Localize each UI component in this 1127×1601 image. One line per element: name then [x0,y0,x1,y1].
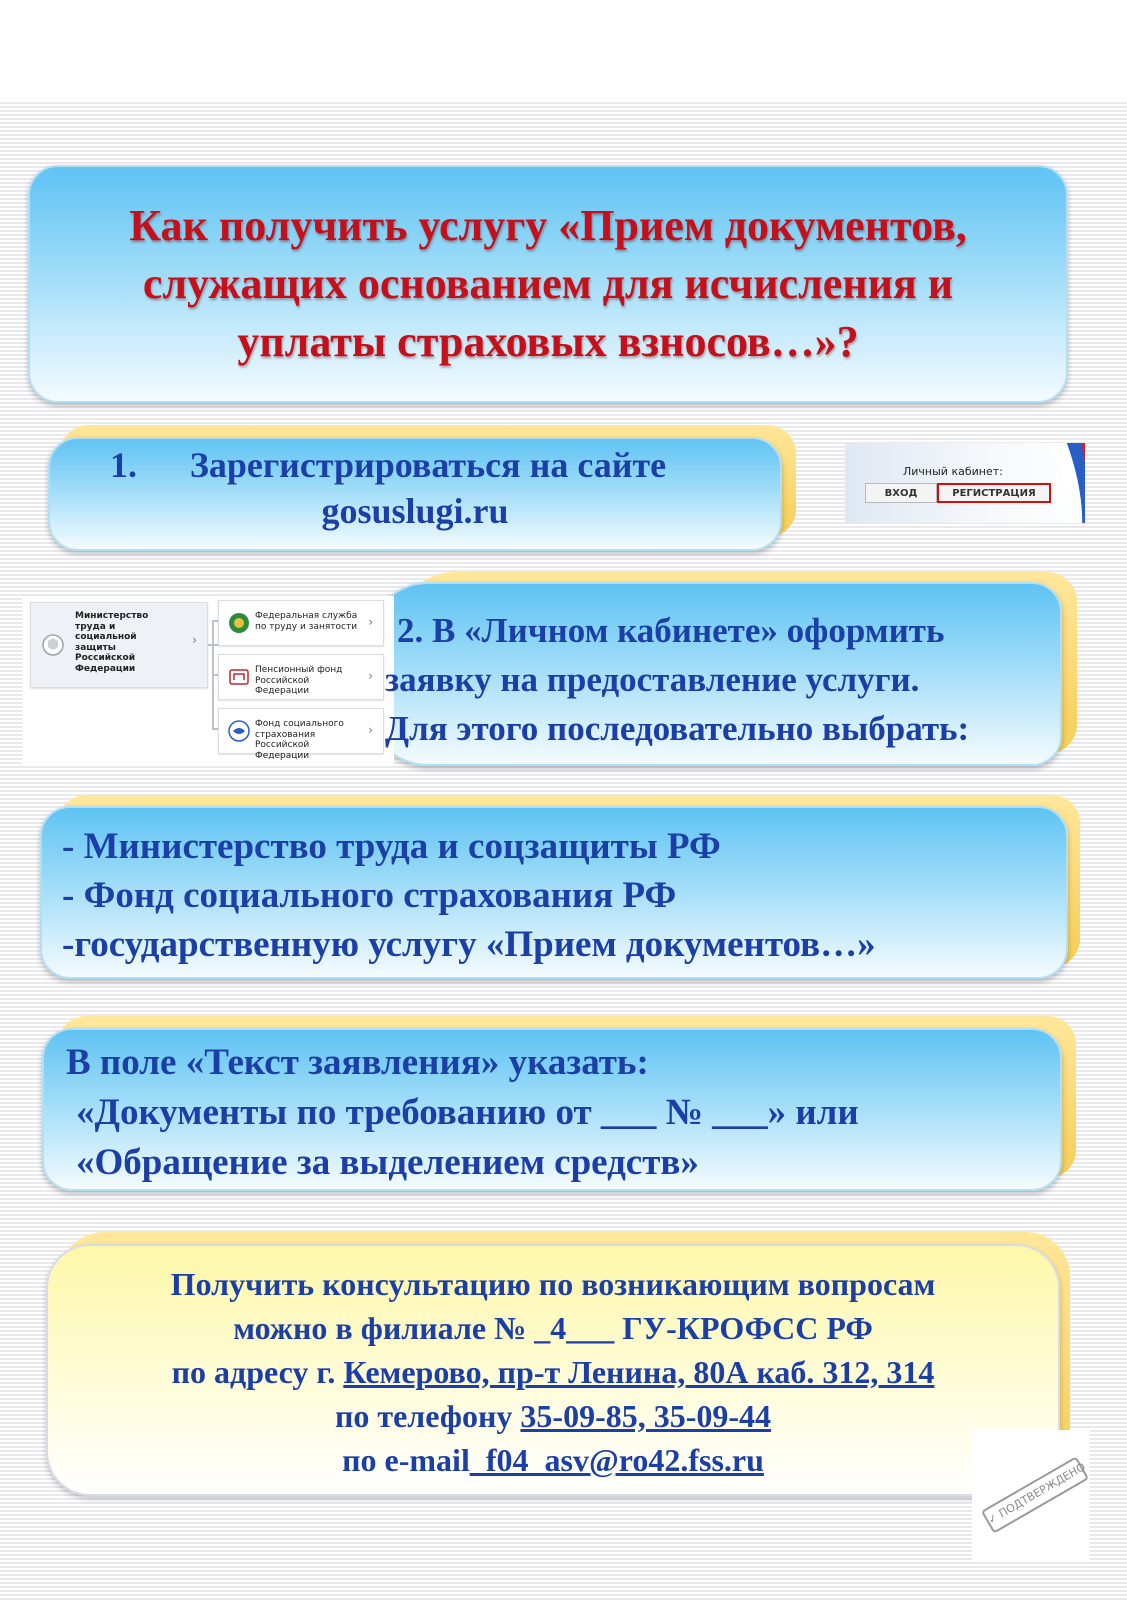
ministry-label: Министерство труда и социальной защиты Российской Федерации [75,611,149,674]
ministry-sub-label: Фонд социального страхования Российской Федерации [255,719,344,761]
consult-email-line [46,1438,1060,1482]
ministry-labour-item[interactable] [30,602,208,688]
consult-phone-line [46,1394,1060,1438]
consultation-text [46,1262,1060,1482]
ministry-selector-widget [22,596,394,766]
email-prefix: по e-mail [342,1442,470,1478]
login-button[interactable]: ВХОД [865,483,937,503]
step1-panel [48,437,782,551]
title-line-3: уплаты страховых взносов…»? [237,317,859,366]
coat-of-arms-icon [41,633,65,657]
verification-stamp [972,1430,1090,1560]
chevron-right-icon: › [368,669,373,683]
title-panel [28,165,1068,403]
ministry-sub-item-rostrud[interactable] [218,600,384,646]
list-item: - Министерство труда и соцзащиты РФ [62,826,721,867]
step1-line-1 [50,443,780,487]
address-link[interactable]: Кемерово, пр-т Ленина, 80А каб. 312, 314 [343,1354,935,1390]
list-item: -государственную услугу «Прием документов…» [62,924,876,965]
step2-text [385,606,1085,753]
step1-site: gosuslugi.ru [321,491,509,531]
field-line-2: «Документы по требованию от ___ № ___» или [76,1092,859,1133]
phone-link[interactable]: 35-09-85, 35-09-44 [520,1398,772,1434]
stamp-text: ✓ ПОДТВЕРЖДЕНО [981,1456,1089,1534]
gosuslugi-widget-title: Личный кабинет: [903,465,1003,478]
step2-line-1: 2. В «Личном кабинете» оформить [397,611,945,650]
email-link[interactable]: _f04_asv@ro42.fss.ru [469,1442,764,1478]
consult-line-1: Получить консультацию по возникающим вопросам [170,1266,936,1302]
list-item: - Фонд социального страхования РФ [62,875,677,916]
ministry-sub-item-pfr[interactable] [218,654,384,700]
field-line-1: В поле «Текст заявления» указать: [66,1042,649,1083]
gosuslugi-login-widget [845,443,1085,523]
field-instructions [66,1038,859,1188]
social-fund-icon [227,719,251,743]
emblem-icon [227,611,251,635]
address-prefix: по адресу г. [171,1354,344,1390]
title-line-2: служащих основанием для исчисления и [142,259,954,308]
consult-line-2: можно в филиале № _4___ ГУ-КРОФСС РФ [233,1310,873,1346]
ministry-sub-label: Федеральная служба по труду и занятости [255,611,358,632]
page-title [99,197,997,371]
consult-address-line [46,1350,1060,1394]
title-line-1: Как получить услугу «Прием документов, [129,201,967,250]
step2-line-2: заявку на предоставление услуги. [385,660,920,699]
step1-number: 1. [110,445,137,485]
ministry-sub-item-fss[interactable] [218,708,384,761]
chevron-right-icon: › [368,615,373,629]
register-button[interactable]: РЕГИСТРАЦИЯ [937,483,1051,503]
ministry-sub-label: Пенсионный фонд Российской Федерации [255,665,343,696]
selection-list [62,822,876,969]
chevron-right-icon: › [368,723,373,737]
step2-line-3: Для этого последовательно выбрать: [385,709,970,748]
chevron-right-icon: › [192,633,197,647]
step1-text: Зарегистрироваться на сайте [189,445,667,485]
field-line-3: «Обращение за выделением средств» [76,1142,699,1183]
phone-prefix: по телефону [334,1398,521,1434]
pension-fund-icon [227,665,251,689]
